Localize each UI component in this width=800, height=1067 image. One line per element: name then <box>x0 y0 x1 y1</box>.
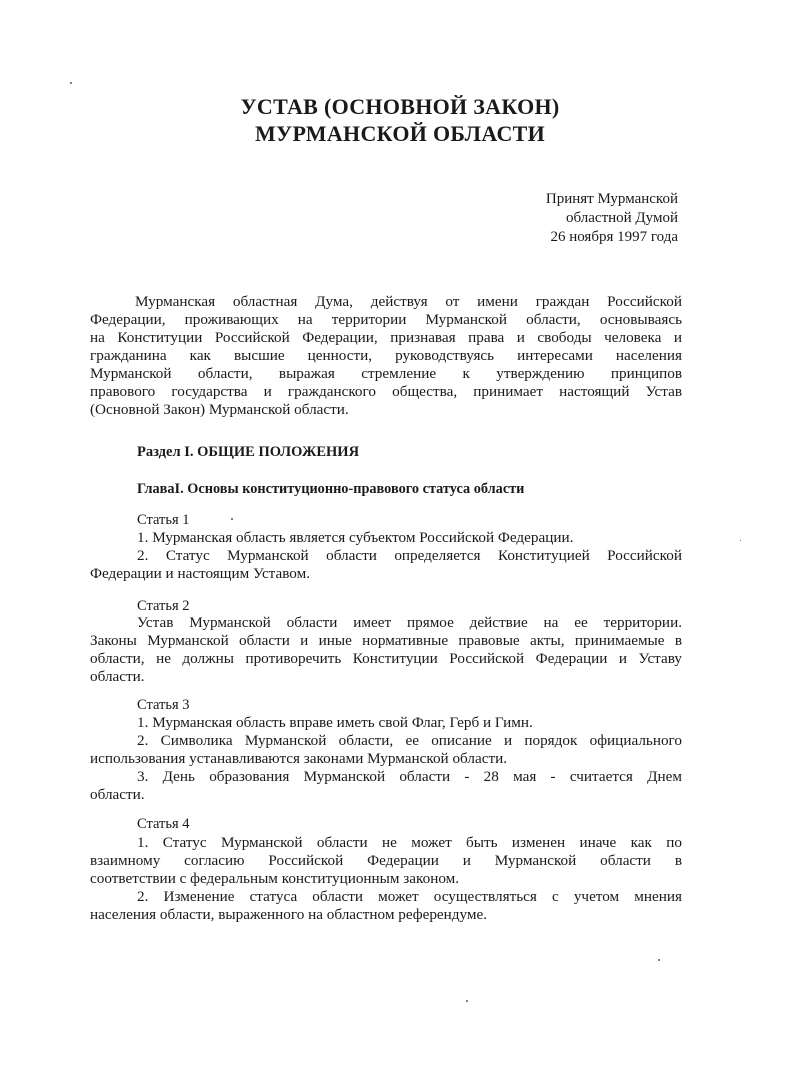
document-title <box>0 93 800 147</box>
adoption-line-1: Принят Мурманской <box>545 191 678 207</box>
preamble-line: Федерации, проживающих на территории Мурманской области, основываясь <box>90 311 682 328</box>
preamble-line: правового государства и гражданского общества, принимает настоящий Устав <box>90 383 682 400</box>
preamble-line: Мурманской области, выражая стремление к утверждению принципов <box>90 365 682 382</box>
article-1-heading: Статья 1 <box>137 512 190 528</box>
preamble-line: (Основной Закон) Мурманской области. <box>90 401 349 418</box>
article-line: населения области, выраженного на областном референдуме. <box>90 906 488 923</box>
adoption-line-2: областной Думой <box>566 210 678 226</box>
adoption-note <box>546 190 678 247</box>
preamble <box>90 293 682 419</box>
article-line: области. <box>90 786 145 803</box>
article-line: Федерации и настоящим Уставом. <box>90 565 311 582</box>
preamble-line: на Конституции Российской Федерации, признавая права и свободы человека и <box>90 329 682 346</box>
article-2-heading: Статья 2 <box>137 598 190 614</box>
article-1-body <box>90 529 682 583</box>
article-4-body <box>90 834 682 924</box>
scan-speck <box>70 82 72 84</box>
article-line: области, не должны противоречить Конституции Российской Федерации и Уставу <box>90 650 682 667</box>
scan-speck <box>231 518 233 520</box>
article-line: соответствии с федеральным конституционным законом. <box>90 870 460 887</box>
article-line: использования устанавливаются законами Мурманской области. <box>90 750 508 767</box>
article-line: области. <box>90 668 145 685</box>
preamble-line: Мурманская областная Дума, действуя от имени граждан Российской <box>135 293 682 310</box>
article-2-body <box>90 614 682 686</box>
article-line: 1. Мурманская область является субъектом Российской Федерации. <box>137 529 574 546</box>
article-line: Законы Мурманской области и иные нормативные правовые акты, принимаемые в <box>90 632 682 649</box>
article-4-heading: Статья 4 <box>137 816 190 832</box>
article-line: 1. Статус Мурманской области не может быть изменен иначе как по <box>137 834 682 851</box>
article-line: 1. Мурманская область вправе иметь свой Флаг, Герб и Гимн. <box>137 714 533 731</box>
article-line: 2. Статус Мурманской области определяется Конституцией Российской <box>137 547 682 564</box>
article-line: 3. День образования Мурманской области - 28 мая - считается Днем <box>137 768 682 785</box>
article-3-heading: Статья 3 <box>137 697 190 713</box>
article-3-body <box>90 714 682 804</box>
title-line-2: МУРМАНСКОЙ ОБЛАСТИ <box>254 121 546 146</box>
article-line: Устав Мурманской области имеет прямое действие на ее территории. <box>137 614 682 631</box>
section-heading: Раздел I. ОБЩИЕ ПОЛОЖЕНИЯ <box>137 444 360 460</box>
scan-speck <box>740 540 741 541</box>
chapter-heading: ГлаваI. Основы конституционно-правового статуса области <box>137 481 525 497</box>
title-line-1: УСТАВ (ОСНОВНОЙ ЗАКОН) <box>240 94 560 119</box>
article-line: взаимному согласию Российской Федерации и Мурманской области в <box>90 852 682 869</box>
scan-speck <box>466 1000 468 1002</box>
preamble-line: гражданина как высшие ценности, руководствуясь интересами населения <box>90 347 682 364</box>
article-line: 2. Изменение статуса области может осуществляться с учетом мнения <box>137 888 682 905</box>
article-line: 2. Символика Мурманской области, ее описание и порядок официального <box>137 732 682 749</box>
adoption-line-3: 26 ноября 1997 года <box>550 229 678 245</box>
scan-speck <box>658 959 660 961</box>
